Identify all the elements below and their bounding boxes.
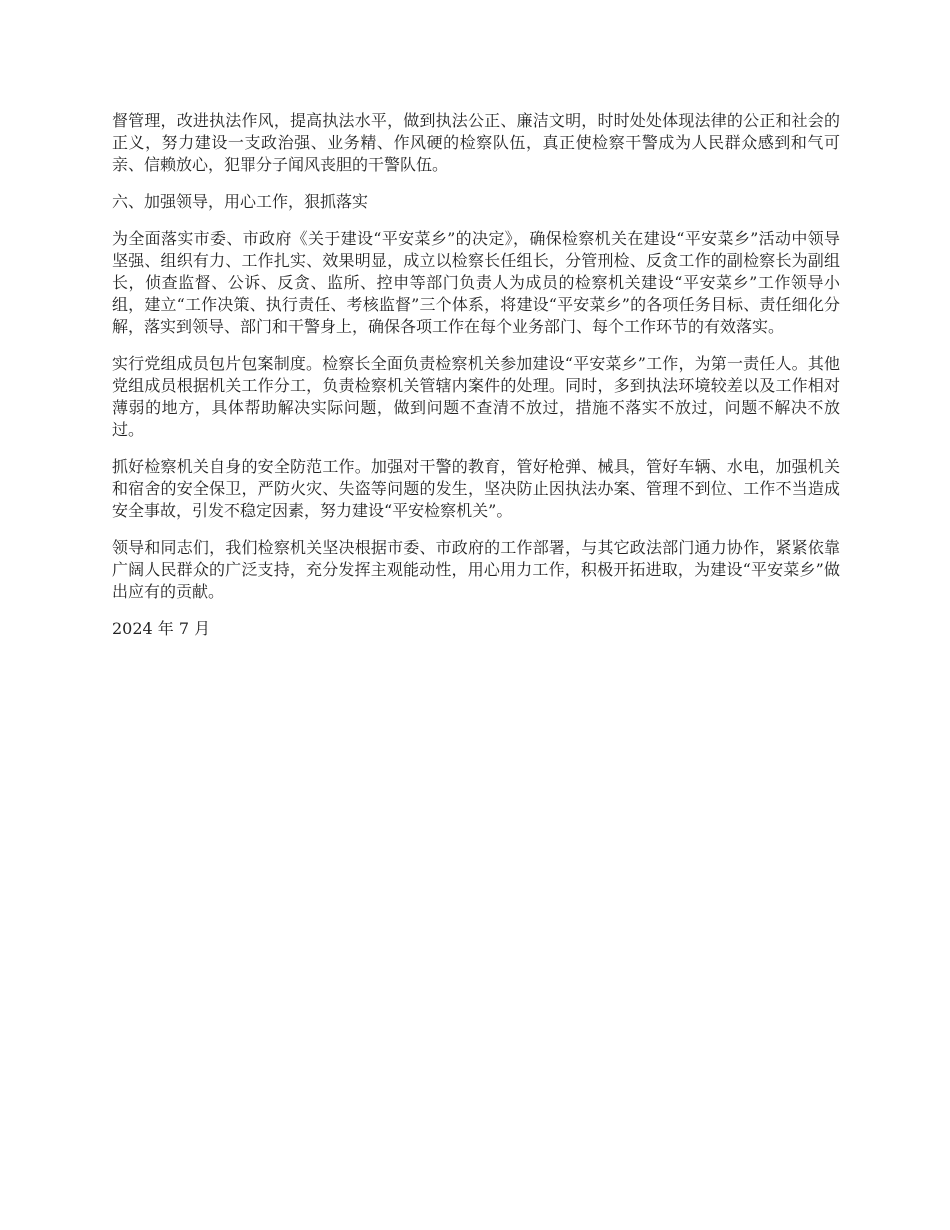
paragraph-responsibility-system: 实行党组成员包片包案制度。检察长全面负责检察机关参加建设“平安菜乡”工作，为第一责任人。其他党组成员根据机关工作分工，负责检察机关管辖内案件的处理。同时，多到执法环境较差以及工作相对薄弱的地方，具体帮助解决实际问题，做到问题不查清不放过，措施不落实不放过，问题不解决不放过。 <box>112 354 840 439</box>
paragraph-closing-discipline: 督管理，改进执法作风，提高执法水平，做到执法公正、廉洁文明，时时处处体现法律的公正和社会的正义，努力建设一支政治强、业务精、作风硬的检察队伍，真正使检察干警成为人民群众感到和气可亲、信赖放心，犯罪分子闻风丧胆的干警队伍。 <box>112 111 840 174</box>
document-date: 2024 年 7 月 <box>112 619 211 638</box>
paragraph-leadership-group: 为全面落实市委、市政府《关于建设“平安菜乡”的决定》，确保检察机关在建设“平安菜乡”活动中领导坚强、组织有力、工作扎实、效果明显，成立以检察长任组长，分管刑检、反贪工作的副检察长为副组长，侦查监督、公诉、反贪、监所、控申等部门负责人为成员的检察机关建设“平安菜乡”工作领导小组，建立“工作决策、执行责任、考核监督”三个体系，将建设“平安菜乡”的各项任务目标、责任细化分解，落实到领导、部门和干警身上，确保各项工作在每个业务部门、每个工作环节的有效落实。 <box>112 229 840 336</box>
document-page <box>112 110 840 640</box>
paragraph-safety-work: 抓好检察机关自身的安全防范工作。加强对干警的教育，管好枪弹、械具，管好车辆、水电，加强机关和宿舍的安全保卫，严防火灾、失盗等问题的发生，坚决防止因执法办案、管理不到位、工作不当造成安全事故，引发不稳定因素，努力建设“平安检察机关”。 <box>112 457 840 520</box>
paragraph-conclusion: 领导和同志们，我们检察机关坚决根据市委、市政府的工作部署，与其它政法部门通力协作，紧紧依靠广阔人民群众的广泛支持，充分发挥主观能动性，用心用力工作，积极开拓进取，为建设“平安菜乡”做出应有的贡献。 <box>112 538 840 601</box>
section-heading-six: 六、加强领导，用心工作，狠抓落实 <box>112 192 369 211</box>
